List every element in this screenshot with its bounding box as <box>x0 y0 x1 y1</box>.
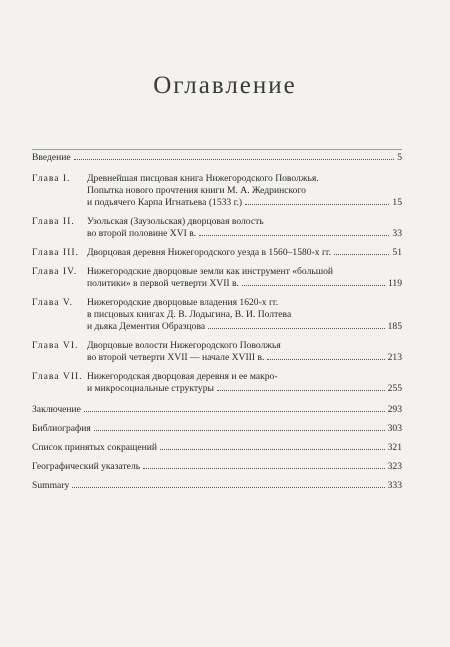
table-of-contents <box>32 152 402 499</box>
toc-chapter-3[interactable] <box>32 247 402 259</box>
toc-entry-text: Заключение <box>32 404 81 415</box>
toc-page-number: 323 <box>387 461 402 472</box>
chapter-title-line: Нижегородские дворцовые земли как инструмент «большой <box>87 266 334 277</box>
toc-page-number: 293 <box>387 404 402 415</box>
chapter-label: Глава IV. <box>32 266 78 277</box>
toc-entry-summary[interactable] <box>32 480 402 492</box>
toc-page-number: 321 <box>387 442 402 453</box>
toc-page-number: 119 <box>387 278 402 289</box>
chapter-title-line: Древнейшая писцовая книга Нижегородского Поволжья. <box>87 173 319 184</box>
toc-page-number: 15 <box>392 197 402 208</box>
toc-page-number: 5 <box>397 152 402 163</box>
chapter-label: Глава III. <box>32 247 79 258</box>
chapter-title-line: Попытка нового прочтения книги М. А. Жедринского <box>87 185 306 196</box>
toc-entry-bibliography[interactable] <box>32 423 402 435</box>
dot-leader <box>94 430 385 431</box>
top-rule <box>32 149 402 150</box>
toc-entry-geographic-index[interactable] <box>32 461 402 473</box>
chapter-title-line: в писцовых книгах Д. В. Лодыгина, В. И. Полтева <box>87 309 292 320</box>
chapter-label: Глава I. <box>32 173 71 184</box>
toc-page-number: 51 <box>392 247 402 258</box>
toc-entry-text: Географический указатель <box>32 461 141 472</box>
chapter-label: Глава VII. <box>32 371 83 382</box>
toc-chapter-4[interactable] <box>32 266 402 290</box>
toc-page-number: 303 <box>387 423 402 434</box>
chapter-title-line: Узольская (Заузольская) дворцовая волость <box>87 216 264 227</box>
chapter-label: Глава V. <box>32 297 74 308</box>
chapter-title-line: во второй четверти XVII — начале XVIII в. <box>87 352 265 363</box>
dot-leader <box>242 285 385 286</box>
toc-entry-abbreviations[interactable] <box>32 442 402 454</box>
chapter-title-line: и микросоциальные структуры <box>87 383 214 394</box>
dot-leader <box>72 487 384 488</box>
chapter-title-line: и подьячего Карпа Игнатьева (1533 г.) <box>87 197 243 208</box>
chapter-label: Глава II. <box>32 216 75 227</box>
dot-leader <box>199 235 389 236</box>
chapter-title-line: Нижегородские дворцовые владения 1620-х гг. <box>87 297 279 308</box>
dot-leader <box>334 254 389 255</box>
toc-page-number: 33 <box>392 228 402 239</box>
toc-entry-intro[interactable] <box>32 152 402 164</box>
toc-page-number: 333 <box>387 480 402 491</box>
toc-entry-text: Список принятых сокращений <box>32 442 158 453</box>
toc-entry-text: Библиография <box>32 423 91 434</box>
chapter-title-line: Дворцовые волости Нижегородского Поволжья <box>87 340 281 351</box>
chapter-title-line: политики» в первой четверти XVII в. <box>87 278 239 289</box>
toc-entry-conclusion[interactable] <box>32 404 402 416</box>
chapter-label: Глава VI. <box>32 340 79 351</box>
page-title: Оглавление <box>153 72 297 99</box>
dot-leader <box>84 411 385 412</box>
chapter-title-line: во второй половине XVI в. <box>87 228 197 239</box>
toc-entry-text: Введение <box>32 152 71 163</box>
toc-page-number: 255 <box>387 383 402 394</box>
chapter-title-line: Дворцовая деревня Нижегородского уезда в 1560–1580-х гг. <box>87 247 332 258</box>
chapter-title-line: Нижегородская дворцовая деревня и ее макро- <box>87 371 278 382</box>
toc-chapter-7[interactable] <box>32 371 402 395</box>
toc-entry-text: Summary <box>32 480 70 491</box>
dot-leader <box>245 204 389 205</box>
toc-chapter-1[interactable] <box>32 173 402 209</box>
dot-leader <box>267 359 384 360</box>
dot-leader <box>208 328 384 329</box>
chapter-title-line: и дьяка Дементия Образцова <box>87 321 206 332</box>
dot-leader <box>160 449 385 450</box>
dot-leader <box>74 159 395 160</box>
toc-page-number: 213 <box>387 352 402 363</box>
toc-chapter-5[interactable] <box>32 297 402 333</box>
toc-page-number: 185 <box>387 321 402 332</box>
dot-leader <box>217 390 385 391</box>
toc-chapter-6[interactable] <box>32 340 402 364</box>
toc-chapter-2[interactable] <box>32 216 402 240</box>
dot-leader <box>143 468 385 469</box>
